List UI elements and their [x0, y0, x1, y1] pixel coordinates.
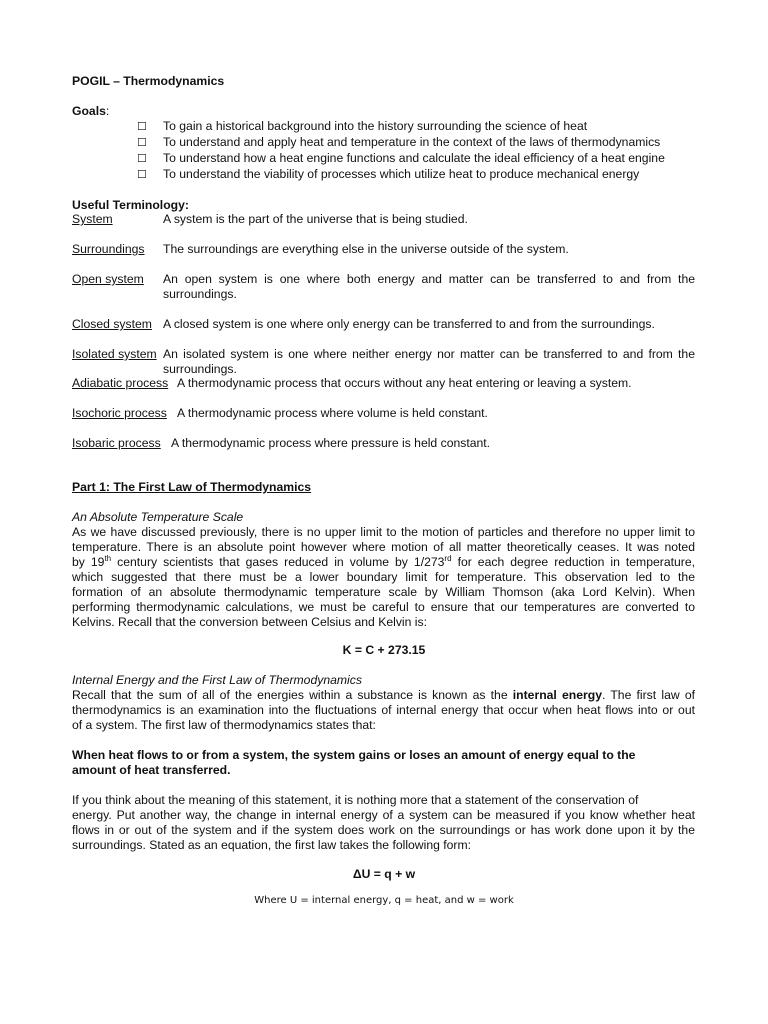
- term-definition: A thermodynamic process where volume is held constant.: [177, 406, 488, 420]
- checkbox-icon: ☐: [137, 137, 147, 149]
- goal-text: To understand and apply heat and temperature in the context of the laws of thermodynamics: [163, 135, 661, 149]
- term-open-system: Open system: [72, 272, 144, 286]
- term-isobaric-process: Isobaric process: [72, 436, 161, 450]
- part1-heading: Part 1: The First Law of Thermodynamics: [72, 480, 312, 494]
- goal-item: [137, 135, 147, 151]
- document-title: POGIL – Thermodynamics: [72, 74, 225, 88]
- term-definition: The surroundings are everything else in the universe outside of the system.: [163, 242, 569, 256]
- goal-text: To understand the viability of processes which utilize heat to produce mechanical energy: [163, 167, 640, 181]
- equation-first-law: ΔU = q + w: [352, 867, 416, 881]
- paragraph-conservation: If you think about the meaning of this statement, it is nothing more that a statement of the conservation of energy. Put another way, the change in internal energy of a system can be measured if you know whether heat flows in or out of the system and if the system does work on the surroundings or has work done upon it by the surroundings. Stated as an equation, the first law takes the following form:: [72, 793, 695, 852]
- goal-item: [137, 167, 147, 183]
- term-surroundings: Surroundings: [72, 242, 145, 256]
- equation-kelvin: K = C + 273.15: [342, 643, 426, 657]
- term-definition: A system is the part of the universe that is being studied.: [163, 212, 468, 226]
- checkbox-icon: ☐: [137, 169, 147, 181]
- subheading-absolute-temperature: An Absolute Temperature Scale: [72, 510, 244, 524]
- term-definition: A closed system is one where only energy can be transferred to and from the surroundings.: [163, 317, 655, 331]
- term-definition: An isolated system is one where neither energy nor matter can be transferred to and from the surroundings.: [163, 347, 695, 376]
- goal-text: To gain a historical background into the history surrounding the science of heat: [163, 119, 588, 133]
- paragraph-internal-energy: Recall that the sum of all of the energies within a substance is known as the internal energy. The first law of thermodynamics is an examination into the fluctuations of internal energy that occur when heat flows into or out of a system. The first law of thermodynamics states that:: [72, 688, 696, 732]
- goal-item: [137, 119, 147, 135]
- term-system: System: [72, 212, 113, 226]
- term-isochoric-process: Isochoric process: [72, 406, 167, 420]
- term-definition: A thermodynamic process that occurs without any heat entering or leaving a system.: [177, 376, 632, 390]
- term-isolated-system: Isolated system: [72, 347, 157, 361]
- term-definition: A thermodynamic process where pressure is held constant.: [171, 436, 491, 450]
- goal-text: To understand how a heat engine functions and calculate the ideal efficiency of a heat engine: [163, 151, 665, 165]
- goal-item: [137, 151, 147, 167]
- equation-caption: Where U = internal energy, q = heat, and w = work: [254, 895, 514, 906]
- checkbox-icon: ☐: [137, 153, 147, 165]
- paragraph-absolute-temperature: As we have discussed previously, there is no upper limit to the motion of particles and therefore no upper limit to temperature. There is an absolute point however where motion of all matter theoretically ceases. It was noted by 19th century scientists that gases reduced in volume by 1/273rd for each degree reduction in temperature, which suggested that there must be a lower boundary limit for temperature. This observation led to the formation of an absolute thermodynamic temperature scale by William Thomson (aka Lord Kelvin). When performing thermodynamic calculations, we must be careful to ensure that our temperatures are converted to Kelvins. Recall that the conversion between Celsius and Kelvin is:: [72, 525, 695, 629]
- subheading-internal-energy: Internal Energy and the First Law of Thermodynamics: [72, 673, 362, 687]
- checkbox-icon: ☐: [137, 121, 147, 133]
- terminology-heading: Useful Terminology:: [72, 198, 189, 212]
- term-adiabatic-process: Adiabatic process: [72, 376, 169, 390]
- first-law-statement: When heat flows to or from a system, the system gains or loses an amount of energy equal to the amount of heat transferred.: [72, 748, 636, 777]
- term-definition: An open system is one where both energy and matter can be transferred to and from the surroundings.: [163, 272, 695, 301]
- term-closed-system: Closed system: [72, 317, 152, 331]
- goals-heading: Goals:: [72, 104, 110, 118]
